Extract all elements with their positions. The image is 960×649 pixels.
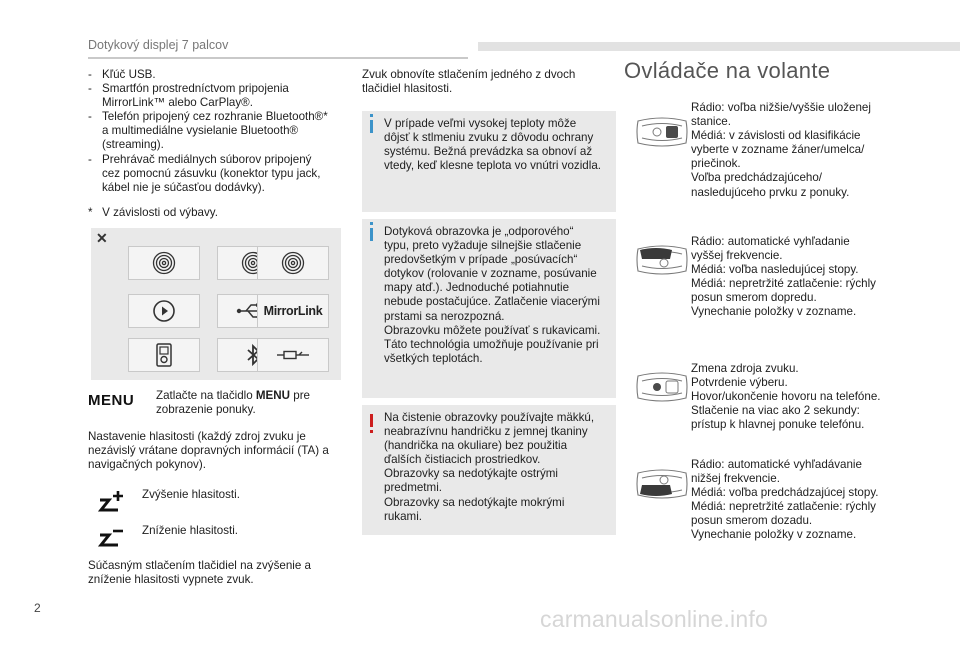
radio-icon <box>281 251 305 275</box>
text-line: - Prehrávač mediálnych súborov pripojený <box>102 152 312 166</box>
header-bar <box>478 42 960 51</box>
list-item <box>88 68 358 82</box>
volume-paragraph-line: navigačných pokynov). <box>88 458 206 472</box>
text-line: nasledujúceho prvku z ponuky. <box>691 185 850 199</box>
media-player-source-tile[interactable] <box>128 338 200 372</box>
text-line: Potvrdenie výberu. <box>691 376 788 390</box>
text-line: rukami. <box>384 509 423 523</box>
audio-source-list <box>88 68 358 195</box>
text-line: - Telefón pripojený cez rozhranie Bluetooth®* <box>102 110 328 124</box>
text-line: Rádio: voľba nižšie/vyššie uloženej <box>691 101 871 114</box>
volume-down-icon <box>98 525 124 547</box>
text-line: priečinok. <box>691 157 741 171</box>
page-header-title: Dotykový displej 7 palcov <box>88 38 229 52</box>
menu-button-label: MENU <box>88 392 135 409</box>
radio-source-tile[interactable] <box>128 246 200 280</box>
info-note-temperature <box>362 111 616 212</box>
play-icon <box>152 299 176 323</box>
text-line: Hovor/ukončenie hovoru na telefóne. <box>691 390 881 404</box>
text-line: Médiá: nepretržité zatlačenie: rýchly <box>691 277 876 291</box>
text-line: MirrorLink™ alebo CarPlay®. <box>102 96 253 110</box>
jack-icon <box>275 348 311 362</box>
text-line: dôjsť k stlmeniu zvuku z dôvodu ochrany <box>384 131 594 145</box>
footnote: * V závislosti od výbavy. <box>88 206 218 219</box>
text-line: stanice. <box>691 115 731 129</box>
text-line: typu, preto vyžaduje silnejšie stlačenie <box>384 239 582 253</box>
radio-source-tile[interactable] <box>257 246 329 280</box>
text-line: mapy atď.). Jednoduché potiahnutie <box>384 281 570 295</box>
text-line: Voľba predchádzajúceho/ <box>691 171 823 185</box>
page-number: 2 <box>34 601 41 615</box>
info-icon <box>370 120 373 133</box>
jack-source-tile[interactable] <box>257 338 329 372</box>
close-icon[interactable]: ✕ <box>96 230 108 246</box>
text-line: Médiá: nepretržité zatlačenie: rýchly <box>691 500 876 514</box>
note-text <box>384 225 608 366</box>
section-title: Ovládače na volante <box>624 58 831 83</box>
mute-paragraph <box>88 559 358 587</box>
text-line: ďalších čistiacich prostriedkov. <box>384 453 541 467</box>
volume-up-text: Zvýšenie hlasitosti. <box>142 488 240 501</box>
note-text <box>384 411 608 524</box>
mute-paragraph-line: Súčasným stlačením tlačidiel na zvýšenie a <box>88 559 311 572</box>
list-item <box>88 153 358 195</box>
list-item <box>88 110 358 152</box>
text-line: Rádio: automatické vyhľadanie <box>691 235 850 248</box>
text-line: vtedy, keď klesne teplota vo vnútri vozidla. <box>384 159 601 173</box>
menu-instruction-line: Zatlačte na tlačidlo MENU pre <box>156 389 311 402</box>
text-line: prstami sa nerozpozná. <box>384 309 505 323</box>
text-line: nižšej frekvencie. <box>691 472 780 486</box>
text-line: - Smartfón prostredníctvom pripojenia <box>102 82 289 96</box>
text-line: Táto technológia umožňuje používanie pri <box>384 337 599 351</box>
media-player-icon <box>156 343 172 367</box>
control-description <box>691 458 901 543</box>
text-line: Dotyková obrazovka je „odporového“ <box>384 225 574 238</box>
warning-note-cleaning <box>362 405 616 535</box>
text-line: predovšetkým v prípade „posúvacích“ <box>384 253 578 267</box>
source-selection-screen <box>91 228 341 380</box>
text-line: Rádio: automatické vyhľadávanie <box>691 458 862 471</box>
text-line: kábel nie je súčasťou dodávky). <box>102 180 265 194</box>
steering-wheel-controls-icon <box>636 469 688 499</box>
text-line: dotykov (rolovanie v zozname, posúvanie <box>384 267 597 281</box>
note-text <box>384 117 608 173</box>
text-line: Obrazovku môžete používať s rukavicami. <box>384 323 601 337</box>
text-line: (streaming). <box>102 138 164 152</box>
info-icon <box>370 228 373 241</box>
text-line: Stlačenie na viac ako 2 sekundy: <box>691 404 860 418</box>
control-description <box>691 235 901 320</box>
list-item <box>88 82 358 110</box>
text-line: Obrazovky sa nedotýkajte ostrými <box>384 467 558 481</box>
volume-paragraph <box>88 430 358 472</box>
text-line: Médiá: voľba nasledujúcej stopy. <box>691 263 859 277</box>
text-line: V prípade veľmi vysokej teploty môže <box>384 117 577 130</box>
volume-paragraph-line: Nastavenie hlasitosti (každý zdroj zvuku je <box>88 430 306 443</box>
radio-icon <box>152 251 176 275</box>
control-description <box>691 362 901 432</box>
text-line: nebude postačujúce. Zatlačenie viacerými <box>384 295 600 309</box>
text-line: systému. Bežná prevádzka sa obnoví až <box>384 145 593 159</box>
text-line: Obrazovky sa nedotýkajte mokrými <box>384 495 565 509</box>
mirrorlink-icon: MirrorLink <box>263 303 323 318</box>
text-line: všetkých teplotách. <box>384 351 483 365</box>
volume-paragraph-line: nezávislý vrátane dopravných informácií (TA) a <box>88 444 329 458</box>
info-note-touchscreen <box>362 219 616 398</box>
text-line: Na čistenie obrazovky používajte mäkkú, <box>384 411 595 424</box>
text-line: - Kľúč USB. <box>102 68 156 81</box>
volume-down-text: Zníženie hlasitosti. <box>142 524 239 537</box>
text-line: prístup k hlavnej ponuke telefónu. <box>691 418 865 432</box>
play-source-tile[interactable] <box>128 294 200 328</box>
text-line: Vynechanie položky v zozname. <box>691 528 857 542</box>
steering-wheel-controls-icon <box>636 372 688 402</box>
unmute-paragraph-line: tlačidiel hlasitosti. <box>362 82 453 96</box>
text-line: posun smerom dozadu. <box>691 514 813 528</box>
watermark: carmanualsonline.info <box>540 606 768 632</box>
text-line: Zmena zdroja zvuku. <box>691 362 799 375</box>
unmute-paragraph <box>362 68 612 96</box>
steering-wheel-controls-icon <box>636 117 688 147</box>
text-line: (handrička na okuliare) bez použitia <box>384 439 568 453</box>
text-line: vyberte v zozname žáner/umelca/ <box>691 143 865 157</box>
menu-keyword: MENU <box>255 389 291 402</box>
volume-up-icon <box>98 490 124 512</box>
text-line: cez pomocnú zásuvku (konektor typu jack, <box>102 166 321 180</box>
text-line: Médiá: voľba predchádzajúcej stopy. <box>691 486 879 500</box>
text-line: a multimediálne vysielanie Bluetooth® <box>102 124 299 138</box>
menu-instruction-line: zobrazenie ponuky. <box>156 403 256 417</box>
header-rule <box>88 57 468 59</box>
menu-instruction <box>156 389 346 417</box>
text-line: Médiá: v závislosti od klasifikácie <box>691 129 861 143</box>
text-line: vyššej frekvencie. <box>691 249 783 263</box>
control-description <box>691 101 901 200</box>
mirrorlink-source-tile[interactable] <box>257 294 329 328</box>
unmute-paragraph-line: Zvuk obnovíte stlačením jedného z dvoch <box>362 68 576 81</box>
steering-wheel-controls-icon <box>636 245 688 275</box>
mute-paragraph-line: zníženie hlasitosti vypnete zvuk. <box>88 573 254 587</box>
text-line: posun smerom dopredu. <box>691 291 817 305</box>
warning-icon <box>370 414 373 427</box>
text-line: Vynechanie položky v zozname. <box>691 305 857 319</box>
text-line: neabrazívnu handričku z jemnej tkaniny <box>384 425 588 439</box>
text-line: predmetmi. <box>384 481 442 495</box>
